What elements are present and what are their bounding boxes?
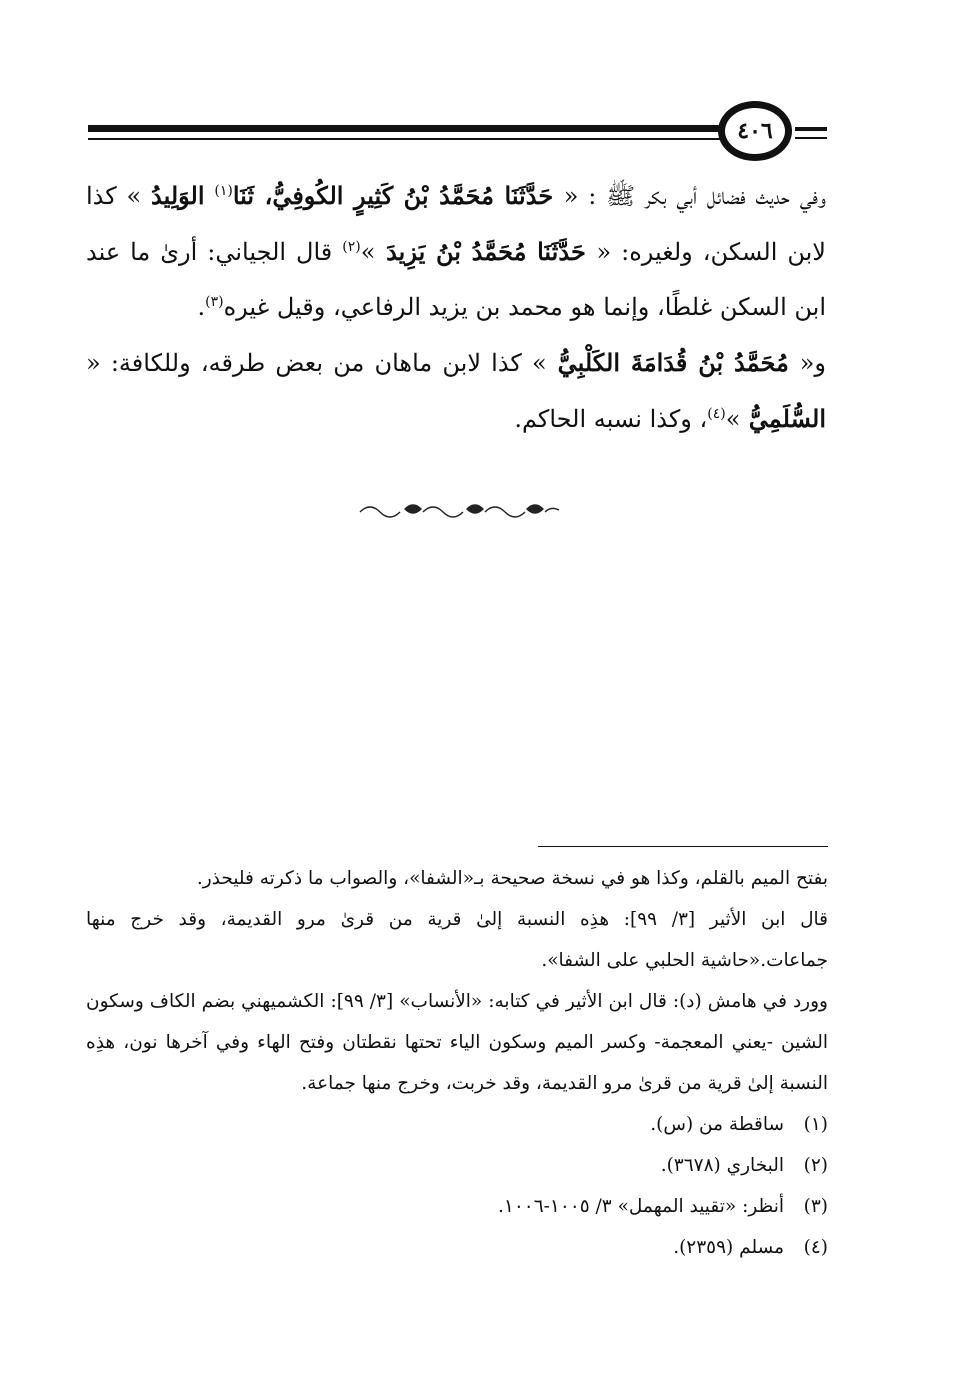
text: . [197, 293, 206, 321]
footnote-number: (٢) [803, 1155, 828, 1176]
footnote-4 [86, 1227, 828, 1268]
header-rule-right-thin [795, 137, 827, 139]
footnotes [86, 858, 828, 1268]
footnote-text: مسلم (٢٣٥٩). [673, 1237, 784, 1258]
page-number: ٤٠٦ [737, 118, 773, 144]
footnote-ref: (٣) [205, 294, 224, 310]
footnote-ref: (١) [214, 183, 233, 199]
text: » كذا لابن ماهان من بعض طرقه، وللكافة: [110, 349, 547, 377]
text: أرىٰ ما عند ابن السكن غلطًا، وإنما هو محمد بن يزيد الرفاعي، وقيل [86, 238, 826, 321]
footnote-number: (٣) [803, 1196, 828, 1217]
header-rule-thick [88, 125, 720, 132]
footnote-number: (٤) [803, 1237, 828, 1258]
header-rule-thin [88, 138, 720, 140]
text: « [86, 349, 101, 377]
section-ornament-icon [355, 498, 565, 520]
footnote-continuation: قال ابن الأثير [٣/ ٩٩]: هذِه النسبة إلىٰ قرية من قرىٰ مرو القديمة، وقد خرج منها جماعات.«حاشية الحلبي على الشفا». [86, 909, 828, 971]
footnote-ref: (٢) [342, 239, 361, 255]
narrator-name: الوَلِيدُ [151, 181, 205, 210]
narrator-name: السُّلَمِيُّ [740, 404, 826, 433]
main-text [86, 168, 826, 447]
footnote-ref: (٤) [707, 406, 726, 422]
text: قال الجياني: [207, 238, 343, 266]
narrator-name: مُحَمَّدُ بْنُ قُدَامَةَ الكَلْبِيُّ [546, 348, 800, 377]
text: ، وكذا نسبه الحاكم. [514, 405, 708, 433]
paragraph-2 [86, 335, 826, 447]
narrator-chain: حَدَّثَنَا مُحَمَّدُ بْنُ كَثِيرٍ الكُوفِيُّ، ثَنَا [232, 181, 564, 210]
text: » كذا لابن السكن، ولغيره: « [86, 182, 826, 266]
footnote-separator [538, 846, 828, 847]
footnote-text: ساقطة من (س). [650, 1114, 784, 1135]
footnote-continuation: وورد في هامش (د): قال ابن الأثير في كتابه: «الأنساب» [٣/ ٩٩]: الكشميهني بضم الكاف وسكون الشين -يعني المعجمة- وكسر الميم وسكون الياء تحتها نقطتان وفتح الهاء وفي آخرها نون، هذِه النسبة إلىٰ قرية من قرىٰ مرو القديمة، وقد خربت، وخرج منها جماعة. [86, 991, 828, 1094]
text: » [360, 238, 376, 266]
text: و« [799, 349, 827, 377]
footnote-3 [86, 1186, 828, 1227]
footnote-1 [86, 1104, 828, 1145]
page-number-badge [718, 101, 792, 161]
footnote-number: (١) [803, 1114, 828, 1135]
text: وفي حديث فضائل أبي بكر ﷺ : « [563, 182, 826, 210]
text: غيره [223, 293, 270, 321]
footnote-continuation: بفتح الميم بالقلم، وكذا هو في نسخة صحيحة بـ«الشفا»، والصواب ما ذكرته فليحذر. [196, 868, 828, 889]
footnote-text: أنظر: «تقييد المهمل» ٣/ ١٠٠٥-١٠٠٦. [498, 1196, 784, 1217]
footnote-2 [86, 1145, 828, 1186]
paragraph-1 [86, 168, 826, 335]
header-rule-right [795, 127, 827, 131]
narrator-chain: حَدَّثَنَا مُحَمَّدُ بْنُ يَزِيدَ [375, 237, 597, 266]
text: » [725, 405, 741, 433]
footnote-text: البخاري (٣٦٧٨). [660, 1155, 784, 1176]
